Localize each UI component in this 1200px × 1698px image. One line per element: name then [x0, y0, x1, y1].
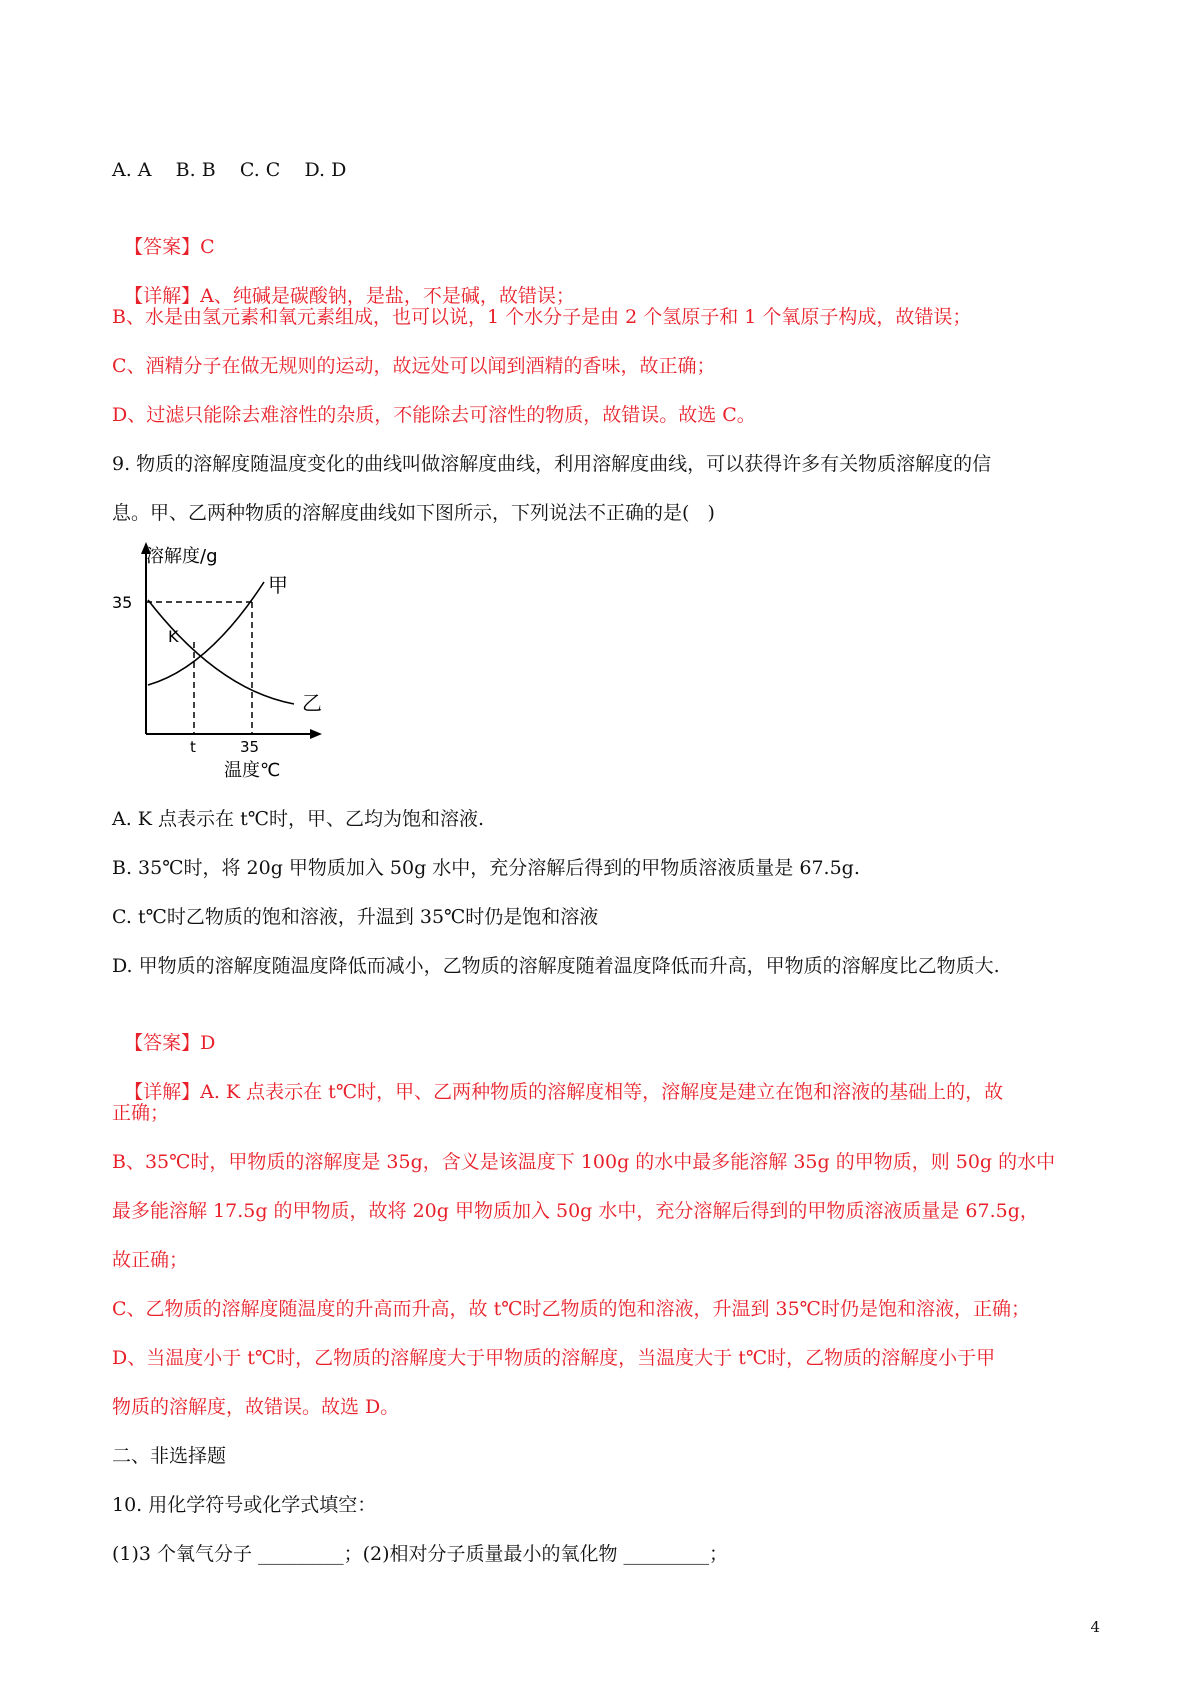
detail-tag: 【详解】: [124, 1081, 201, 1103]
y-tick-35: 35: [112, 593, 133, 612]
curve-yi: [148, 600, 294, 704]
q9-option-b: B. 35℃时，将 20g 甲物质加入 50g 水中，充分溶解后得到的甲物质溶液质量是 67.5g.: [112, 857, 860, 879]
x-tick-35: 35: [240, 738, 260, 756]
q8-detail-d: D、过滤只能除去难溶性的杂质，不能除去可溶性的物质，故错误。故选 C。: [112, 404, 756, 426]
q8-detail-b: B、水是由氢元素和氧元素组成，也可以说，1 个水分子是由 2 个氢原子和 1 个氧原子构成，故错误；: [112, 306, 972, 328]
q9-answer: [112, 1001, 215, 1057]
detail-tag: 【详解】: [124, 285, 201, 307]
q10-sub: (1)3 个氧气分子 _________；(2)相对分子质量最小的氧化物 _________；: [112, 1543, 729, 1565]
section-heading: 二、非选择题: [112, 1445, 227, 1467]
q8-answer: [112, 205, 215, 261]
q8-detail-c: C、酒精分子在做无规则的运动，故远处可以闻到酒精的香味，故正确；: [112, 355, 716, 377]
detail-line: A. K 点表示在 t℃时，甲、乙两种物质的溶解度相等，溶解度是建立在饱和溶液的基础上的，故: [200, 1081, 1004, 1103]
y-axis-label: 溶解度/g: [146, 546, 218, 567]
page-number: 4: [1090, 1618, 1100, 1636]
x-axis-label: 温度℃: [224, 760, 281, 781]
q10-stem: 10. 用化学符号或化学式填空：: [112, 1494, 377, 1516]
solubility-curve-figure: [108, 538, 328, 792]
q9-stem-line2: 息。甲、乙两种物质的溶解度曲线如下图所示，下列说法不正确的是( ): [112, 502, 715, 524]
q9-detail-7: D、当温度小于 t℃时，乙物质的溶解度大于甲物质的溶解度，当温度大于 t℃时，乙物质的溶解度小于甲: [112, 1347, 996, 1369]
x-tick-t: t: [190, 738, 196, 756]
answer-value: D: [200, 1032, 216, 1054]
answer-value: C: [200, 236, 215, 258]
q8-detail-a: [112, 254, 575, 310]
q9-detail-1: [112, 1050, 1003, 1106]
q9-detail-5: 故正确；: [112, 1249, 189, 1271]
curve-yi-label: 乙: [302, 691, 322, 715]
curve-jia: [148, 582, 264, 685]
q9-detail-6: C、乙物质的溶解度随温度的升高而升高，故 t℃时乙物质的饱和溶液，升温到 35℃时仍是饱和溶液，正确；: [112, 1298, 1030, 1320]
q9-option-c: C. t℃时乙物质的饱和溶液，升温到 35℃时仍是饱和溶液: [112, 906, 599, 928]
q9-detail-2: 正确；: [112, 1102, 170, 1124]
x-axis-arrow: [310, 729, 322, 739]
solubility-curve-svg: [108, 538, 328, 788]
answer-tag: 【答案】: [124, 236, 201, 258]
q8-options: A. A B. B C. C D. D: [112, 159, 347, 181]
point-k-label: K: [168, 627, 179, 646]
q9-detail-4: 最多能溶解 17.5g 的甲物质，故将 20g 甲物质加入 50g 水中，充分溶解后得到的甲物质溶液质量是 67.5g，: [112, 1200, 1039, 1222]
q9-detail-8: 物质的溶解度，故错误。故选 D。: [112, 1396, 400, 1418]
q9-option-d: D. 甲物质的溶解度随温度降低而减小，乙物质的溶解度随着温度降低而升高，甲物质的溶解度比乙物质大.: [112, 955, 1000, 977]
q9-stem-line1: 9. 物质的溶解度随温度变化的曲线叫做溶解度曲线，利用溶解度曲线，可以获得许多有关物质溶解度的信: [112, 453, 992, 475]
q9-option-a: A. K 点表示在 t℃时，甲、乙均为饱和溶液.: [112, 808, 485, 830]
q9-detail-3: B、35℃时，甲物质的溶解度是 35g，含义是该温度下 100g 的水中最多能溶解 35g 的甲物质，则 50g 的水中: [112, 1151, 1056, 1173]
detail-line: A、纯碱是碳酸钠，是盐，不是碱，故错误；: [200, 285, 575, 307]
answer-tag: 【答案】: [124, 1032, 201, 1054]
curve-jia-label: 甲: [268, 573, 288, 597]
